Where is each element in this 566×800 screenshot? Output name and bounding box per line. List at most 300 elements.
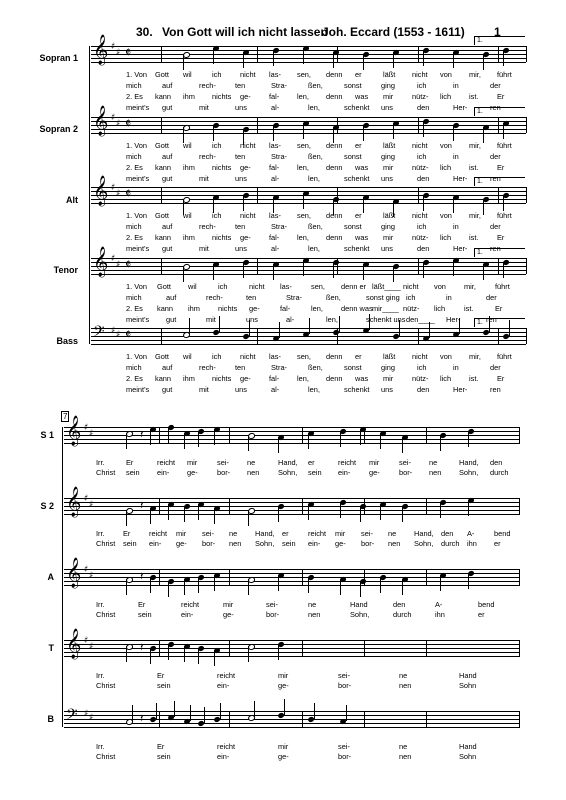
lyric-syllable: von: [440, 70, 452, 79]
lyric-syllable: uns: [381, 174, 393, 183]
note-stem: [503, 195, 504, 211]
lyric-syllable: gut: [162, 174, 173, 183]
barline: [364, 640, 365, 656]
lyric-syllable: nicht: [412, 70, 428, 79]
note-stem: [303, 193, 304, 209]
bass-clef-icon: 𝄢: [66, 706, 78, 727]
lyric-syllable: sei-: [338, 671, 350, 680]
lyric-syllable: las-: [269, 141, 281, 150]
note-stem: [184, 579, 185, 595]
lyric-syllable: der: [490, 81, 501, 90]
lyric-syllable: Stra-: [271, 81, 288, 90]
lyric-syllable: mit: [199, 244, 209, 253]
lyric-syllable: lich: [440, 374, 452, 383]
barline: [498, 187, 499, 203]
note-stem: [248, 646, 249, 662]
staff-line: [91, 50, 526, 51]
lyric-syllable: denn was: [341, 304, 373, 313]
lyric-line: [96, 681, 520, 690]
lyric-syllable: Hand,: [459, 458, 479, 467]
lyric-syllable: sei-: [338, 742, 350, 751]
lyric-syllable: Hand: [350, 600, 368, 609]
note-stem: [363, 125, 364, 141]
lyric-syllable: ge-: [223, 610, 234, 619]
lyric-syllable: ihm: [183, 374, 195, 383]
barline: [519, 640, 520, 656]
lyric-syllable: Sohn,: [278, 468, 298, 477]
note-stem: [402, 579, 403, 595]
lyric-syllable: den: [417, 244, 430, 253]
barline: [526, 328, 527, 344]
quarter-rest-icon: 𝄽: [140, 712, 144, 725]
barline: [229, 569, 230, 585]
note-stem: [248, 435, 249, 451]
barline: [418, 187, 419, 203]
lyric-syllable: ren: [490, 385, 501, 394]
lyric-syllable: auf: [162, 363, 173, 372]
note-stem: [184, 646, 185, 662]
lyric-syllable: uns: [235, 244, 247, 253]
lyric-syllable: nicht: [240, 352, 256, 361]
lyric-syllable: führt: [497, 352, 512, 361]
lyric-syllable: er: [478, 610, 485, 619]
lyric-syllable: er: [355, 352, 362, 361]
lyric-syllable: von: [434, 282, 446, 291]
lyric-syllable: denn: [326, 163, 343, 172]
lyric-syllable: len,: [297, 374, 309, 383]
lyric-syllable: Irr.: [96, 600, 105, 609]
lyric-syllable: 2. Es: [126, 233, 143, 242]
lyric-syllable: ge-: [176, 539, 187, 548]
lyric-syllable: denn er: [341, 282, 367, 291]
lyric-syllable: der: [490, 363, 501, 372]
lyric-syllable: fal-: [269, 92, 280, 101]
lyric-syllable: ne: [229, 529, 238, 538]
note-stem: [278, 575, 279, 591]
note-stem: [190, 705, 191, 721]
cut-time-icon: 𝄵: [125, 45, 132, 61]
lyric-syllable: führt: [497, 70, 512, 79]
lyric-syllable: schenkt uns: [366, 315, 406, 324]
lyric-syllable: mir: [383, 92, 394, 101]
lyric-syllable: sonst: [344, 363, 362, 372]
lyric-syllable: gut: [162, 244, 173, 253]
note-stem: [273, 125, 274, 141]
lyric-syllable: sen,: [297, 211, 311, 220]
note-stem: [198, 648, 199, 664]
lyric-syllable: sein: [282, 539, 296, 548]
lyric-syllable: 1. Von: [126, 211, 147, 220]
staff-line: [91, 187, 526, 188]
staff-line: [91, 336, 526, 337]
note-stem: [309, 318, 310, 334]
lyric-syllable: uns: [235, 385, 247, 394]
lyric-syllable: sein: [157, 681, 171, 690]
lyric-syllable: Er: [138, 600, 146, 609]
lyric-syllable: in: [446, 293, 452, 302]
note-stem: [220, 703, 221, 719]
lyric-syllable: sen,: [297, 70, 311, 79]
staff-line: [91, 129, 526, 130]
lyric-syllable: uns: [235, 174, 247, 183]
lyric-syllable: führt: [495, 282, 510, 291]
lyric-syllable: er: [494, 539, 501, 548]
lyric-syllable: mir: [187, 458, 198, 467]
lyric-syllable: uns: [381, 103, 393, 112]
barline: [257, 328, 258, 344]
lyric-syllable: len,: [297, 233, 309, 242]
note-stem: [126, 579, 127, 595]
lyric-syllable: wil: [183, 211, 192, 220]
key-signature-sharp-icon: ♯: [116, 119, 121, 129]
lyric-syllable: kann: [155, 92, 172, 101]
note-stem: [150, 508, 151, 524]
lyric-syllable: ten: [235, 152, 246, 161]
barline: [229, 640, 230, 656]
lyric-syllable: nütz-: [412, 233, 429, 242]
lyric-syllable: mir,: [469, 141, 481, 150]
key-signature-sharp-icon: ♯: [89, 713, 94, 723]
note-stem: [168, 504, 169, 520]
lyric-syllable: er: [355, 141, 362, 150]
barline: [161, 258, 162, 274]
key-signature-sharp-icon: ♯: [111, 183, 116, 193]
lyric-syllable: schenkt: [344, 174, 370, 183]
note-stem: [183, 266, 184, 282]
lyric-syllable: er: [308, 458, 315, 467]
lyric-syllable: nicht: [412, 141, 428, 150]
lyric-syllable: Her-: [453, 174, 468, 183]
note-stem: [503, 50, 504, 66]
lyric-syllable: nicht: [240, 70, 256, 79]
lyric-line: [96, 742, 520, 751]
barline: [526, 187, 527, 203]
note-stem: [150, 648, 151, 664]
lyric-syllable: Her-: [453, 385, 468, 394]
lyric-syllable: bor-: [202, 539, 216, 548]
staff: [64, 629, 520, 659]
lyric-syllable: mir,: [469, 352, 481, 361]
lyric-syllable: bor-: [338, 681, 352, 690]
lyric-syllable: nichts: [212, 163, 232, 172]
lyric-syllable: ten: [235, 363, 246, 372]
lyric-syllable: sei-: [217, 458, 229, 467]
lyric-syllable: Hand,: [255, 529, 275, 538]
staff-line: [64, 652, 520, 653]
barline: [526, 46, 527, 62]
lyric-syllable: reicht: [181, 600, 200, 609]
lyric-syllable: Er: [497, 92, 505, 101]
piece-title: Von Gott will ich nicht lassen: [162, 25, 328, 39]
lyric-syllable: sen,: [297, 141, 311, 150]
lyric-syllable: ne: [399, 742, 408, 751]
lyric-syllable: was: [355, 233, 369, 242]
lyric-syllable: ge-: [249, 304, 260, 313]
note-stem: [468, 431, 469, 447]
lyric-syllable: ge-: [278, 752, 289, 761]
key-signature-sharp-icon: ♯: [111, 113, 116, 123]
treble-clef-icon: 𝄞: [66, 487, 82, 517]
lyric-syllable: Christ: [96, 752, 116, 761]
note-stem: [308, 577, 309, 593]
lyric-syllable: mir: [176, 529, 187, 538]
note-stem: [360, 581, 361, 597]
note-stem: [249, 320, 250, 336]
piece-number: 30.: [136, 25, 153, 39]
lyric-syllable: ihm: [183, 233, 195, 242]
note-stem: [380, 577, 381, 593]
lyric-syllable: in: [453, 81, 459, 90]
lyric-syllable: Hand: [459, 671, 477, 680]
note-stem: [213, 48, 214, 64]
staff-line: [64, 427, 520, 428]
quarter-rest-icon: 𝄽: [140, 428, 144, 441]
lyric-syllable: Sohn: [459, 752, 477, 761]
lyric-syllable: len,: [308, 174, 320, 183]
lyric-syllable: nütz-: [403, 304, 420, 313]
note-stem: [393, 266, 394, 282]
lyric-syllable: nicht: [240, 141, 256, 150]
lyric-syllable: mit: [199, 174, 209, 183]
lyric-syllable: in: [453, 222, 459, 231]
staff: [91, 35, 526, 65]
volta-bracket: 1.: [474, 177, 525, 186]
lyric-syllable: nen: [429, 468, 442, 477]
barline: [159, 640, 160, 656]
lyric-syllable: sein: [138, 610, 152, 619]
cut-time-icon: 𝄵: [125, 327, 132, 343]
note-stem: [483, 264, 484, 280]
lyric-syllable: Christ: [96, 681, 116, 690]
lyric-line: [96, 468, 520, 477]
lyric-syllable: ihn: [467, 539, 477, 548]
lyric-syllable: wil: [188, 282, 197, 291]
lyric-syllable: nicht: [240, 211, 256, 220]
lyric-line: [126, 352, 526, 361]
lyric-syllable: nichts: [218, 304, 238, 313]
lyric-syllable: nicht: [412, 352, 428, 361]
staff-line: [64, 498, 520, 499]
key-signature-sharp-icon: ♯: [111, 254, 116, 264]
note-stem: [168, 644, 169, 660]
note-stem: [402, 437, 403, 453]
staff-line: [64, 656, 520, 657]
lyric-syllable: ging: [381, 363, 395, 372]
lyric-syllable: sei-: [399, 458, 411, 467]
lyric-syllable: Hand: [459, 742, 477, 751]
lyric-syllable: reicht: [217, 742, 236, 751]
staff-line: [91, 274, 526, 275]
lyric-syllable: las-: [269, 70, 281, 79]
note-stem: [303, 48, 304, 64]
volta-bracket: 1.: [474, 318, 525, 327]
note-stem: [440, 435, 441, 451]
lyric-line: [96, 529, 520, 538]
lyric-line: [126, 222, 526, 231]
lyric-syllable: 1. Von: [126, 282, 147, 291]
lyric-syllable: sen,: [297, 352, 311, 361]
lyric-syllable: mir____: [372, 304, 399, 313]
lyric-syllable: ne: [388, 529, 397, 538]
staff-line: [91, 125, 526, 126]
lyric-syllable: sei-: [266, 600, 278, 609]
lyric-syllable: denn: [326, 233, 343, 242]
barline: [159, 711, 160, 727]
note-stem: [314, 703, 315, 719]
barline: [426, 640, 427, 656]
system-bracket: [62, 427, 63, 727]
barline: [519, 569, 520, 585]
barline: [426, 498, 427, 514]
staff-line: [91, 117, 526, 118]
lyric-syllable: nichts: [212, 374, 232, 383]
staff: [64, 487, 520, 517]
instrument-label: Sopran 2: [39, 124, 78, 134]
lyric-syllable: mir: [383, 163, 394, 172]
note-stem: [214, 650, 215, 666]
staff-line: [91, 133, 526, 134]
note-stem: [243, 52, 244, 68]
note-stem: [132, 705, 133, 721]
barline: [161, 328, 162, 344]
lyric-line: [126, 152, 526, 161]
note-stem: [346, 705, 347, 721]
lyric-syllable: denn: [326, 352, 343, 361]
note-stem: [213, 264, 214, 280]
lyric-syllable: den: [417, 174, 430, 183]
lyric-syllable: Irr.: [96, 671, 105, 680]
note-stem: [340, 502, 341, 518]
lyric-syllable: Christ: [96, 539, 116, 548]
lyric-syllable: Stra-: [271, 363, 288, 372]
barline: [302, 427, 303, 443]
key-signature-sharp-icon: ♯: [84, 423, 89, 433]
staff: [64, 706, 520, 727]
lyric-syllable: führt: [497, 141, 512, 150]
note-stem: [198, 504, 199, 520]
lyric-syllable: uns: [235, 103, 247, 112]
lyric-line: [126, 244, 526, 253]
lyric-syllable: mir,: [469, 70, 481, 79]
staff-line: [64, 439, 520, 440]
lyric-syllable: Her-: [446, 315, 461, 324]
lyric-syllable: den____: [406, 315, 435, 324]
lyric-syllable: mir: [278, 671, 289, 680]
lyric-syllable: ich: [406, 293, 416, 302]
lyric-syllable: ein-: [217, 681, 230, 690]
note-stem: [423, 262, 424, 278]
lyric-syllable: ist.: [464, 304, 474, 313]
measure-number: 7: [63, 412, 68, 421]
lyric-syllable: mir: [223, 600, 234, 609]
note-stem: [198, 577, 199, 593]
lyric-syllable: Sohn,: [350, 610, 370, 619]
lyric-syllable: den: [393, 600, 406, 609]
lyric-syllable: ge-: [240, 163, 251, 172]
note-stem: [369, 314, 370, 330]
lyric-syllable: mit: [199, 103, 209, 112]
lyric-syllable: nicht: [412, 211, 428, 220]
barline: [229, 711, 230, 727]
instrument-label: S 1: [40, 430, 54, 440]
lyric-syllable: denn: [326, 374, 343, 383]
cut-time-icon: 𝄵: [125, 116, 132, 132]
lyric-syllable: durch: [393, 610, 412, 619]
note-stem: [278, 437, 279, 453]
lyric-syllable: rech-: [199, 222, 216, 231]
lyric-syllable: Hand,: [414, 529, 434, 538]
note-stem: [308, 504, 309, 520]
staff-line: [91, 58, 526, 59]
lyric-syllable: meint's: [126, 385, 150, 394]
barline: [257, 258, 258, 274]
lyric-syllable: mir: [383, 374, 394, 383]
lyric-syllable: ren: [486, 315, 497, 324]
lyric-syllable: den: [490, 458, 503, 467]
lyric-syllable: Er: [497, 233, 505, 242]
note-stem: [184, 433, 185, 449]
lyric-line: [126, 385, 526, 394]
barline: [257, 117, 258, 133]
note-stem: [126, 510, 127, 526]
lyric-syllable: ge-: [369, 468, 380, 477]
note-stem: [503, 123, 504, 139]
lyric-syllable: bend: [478, 600, 495, 609]
note-stem: [303, 260, 304, 276]
lyric-line: [126, 304, 526, 313]
lyric-syllable: reicht: [149, 529, 168, 538]
lyric-syllable: nichts: [212, 233, 232, 242]
lyric-syllable: nen: [229, 539, 242, 548]
lyric-syllable: A-: [467, 529, 475, 538]
lyric-syllable: von: [440, 141, 452, 150]
note-stem: [380, 433, 381, 449]
lyric-syllable: was: [355, 92, 369, 101]
lyric-syllable: ßen,: [308, 81, 323, 90]
staff-line: [91, 270, 526, 271]
lyric-syllable: Er: [157, 742, 165, 751]
note-stem: [248, 510, 249, 526]
barline: [159, 569, 160, 585]
lyric-syllable: 1. Von: [126, 70, 147, 79]
lyric-syllable: läßt: [383, 211, 396, 220]
staff-line: [64, 573, 520, 574]
lyric-syllable: ist.: [469, 233, 479, 242]
lyric-syllable: auf: [162, 222, 173, 231]
lyric-line: [126, 293, 526, 302]
lyric-syllable: bor-: [399, 468, 413, 477]
staff-line: [91, 344, 526, 345]
staff-line: [64, 569, 520, 570]
lyric-syllable: läßt____: [372, 282, 401, 291]
lyric-syllable: al-: [271, 174, 280, 183]
lyric-syllable: ist.: [469, 92, 479, 101]
lyric-syllable: Er: [497, 163, 505, 172]
lyric-syllable: reicht: [157, 458, 176, 467]
lyric-syllable: Christ: [96, 610, 116, 619]
lyric-syllable: al-: [286, 315, 295, 324]
lyric-syllable: ihm: [183, 92, 195, 101]
lyric-syllable: 2. Es: [126, 163, 143, 172]
note-stem: [360, 429, 361, 445]
lyric-syllable: sonst: [344, 152, 362, 161]
barline: [257, 187, 258, 203]
note-stem: [402, 506, 403, 522]
lyric-syllable: ten: [235, 222, 246, 231]
instrument-label: T: [48, 643, 54, 653]
lyric-line: [96, 458, 520, 467]
note-stem: [248, 579, 249, 595]
